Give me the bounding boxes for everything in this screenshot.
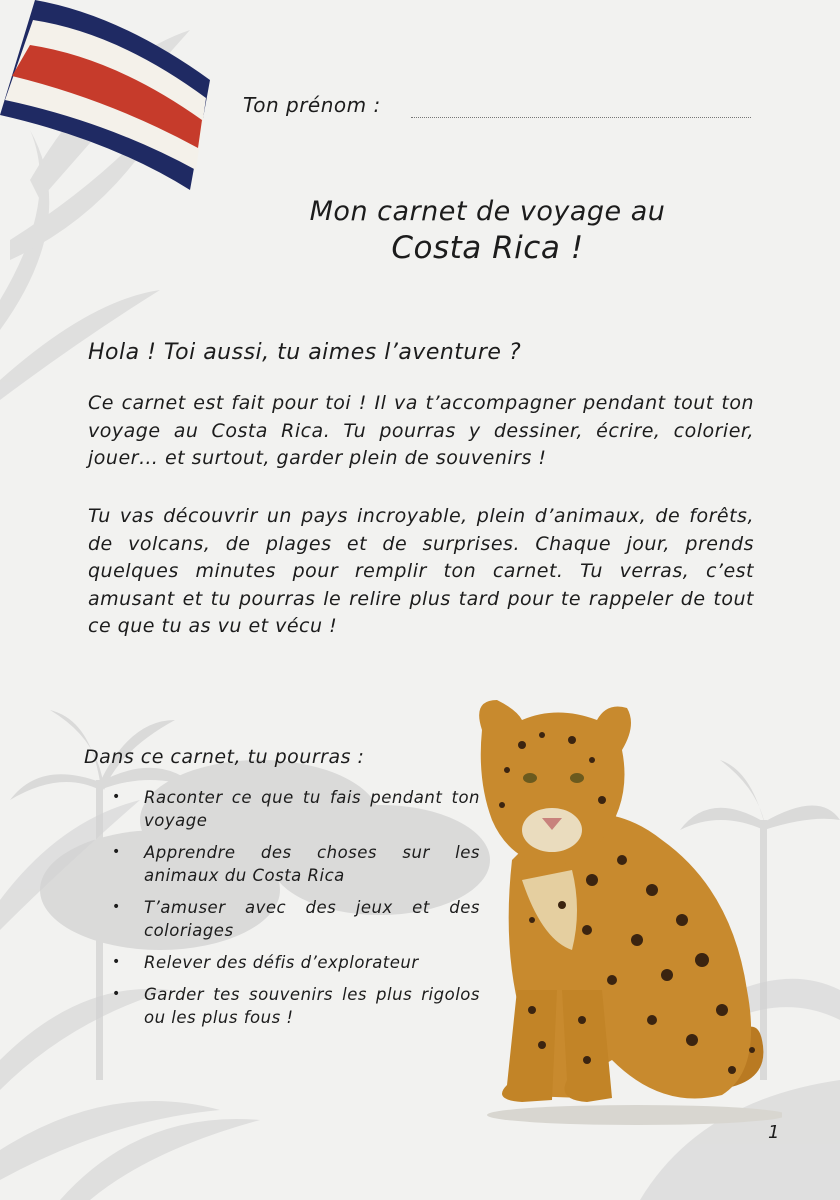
bullet-icon: • [112,844,121,860]
list-item [112,951,480,974]
list-item [112,841,480,887]
name-label: Ton prénom : [243,93,381,117]
bullet-icon: • [112,789,121,805]
list-item [112,983,480,1029]
intro-paragraph: Ce carnet est fait pour toi ! Il va t’accompagner pendant tout ton voyage au Costa Rica. Tu pourras y dessiner, écrire, colorier, jouer… et surtout, garder plein de souvenirs ! [88,392,754,469]
bullet-icon: • [112,899,121,915]
name-field [243,93,753,125]
list-item [112,896,480,942]
list-item-text: Apprendre des choses sur les animaux du Costa Rica [144,843,480,885]
activities-list [112,786,480,1038]
intro-paragraph: Tu vas découvrir un pays incroyable, plein d’animaux, de forêts, de volcans, de plages et de surprises. Chaque jour, prends quelques minutes pour remplir ton carnet. Tu verras, c’est amusant et tu pourras le relire plus tard pour te rappeler de tout ce que tu as vu et vécu ! [88,505,754,637]
page-number: 1 [768,1122,780,1143]
list-item-text: Garder tes souvenirs les plus rigolos ou les plus fous ! [144,985,480,1027]
list-item [112,786,480,832]
intro-heading: Hola ! Toi aussi, tu aimes l’aventure ? [88,340,522,365]
jaguar-illustration [462,690,782,1130]
list-item-text: Raconter ce que tu fais pendant ton voyage [144,788,480,830]
list-item-text: Relever des défis d’explorateur [144,953,419,972]
costa-rica-flag-illustration [0,0,215,195]
bullet-icon: • [112,954,121,970]
page-title: Mon carnet de voyage au [309,196,666,227]
name-write-line [411,117,751,118]
list-item-text: T’amuser avec des jeux et des coloriages [144,898,480,940]
page-title-country: Costa Rica ! [391,230,584,266]
list-heading: Dans ce carnet, tu pourras : [84,746,365,768]
bullet-icon: • [112,986,121,1002]
